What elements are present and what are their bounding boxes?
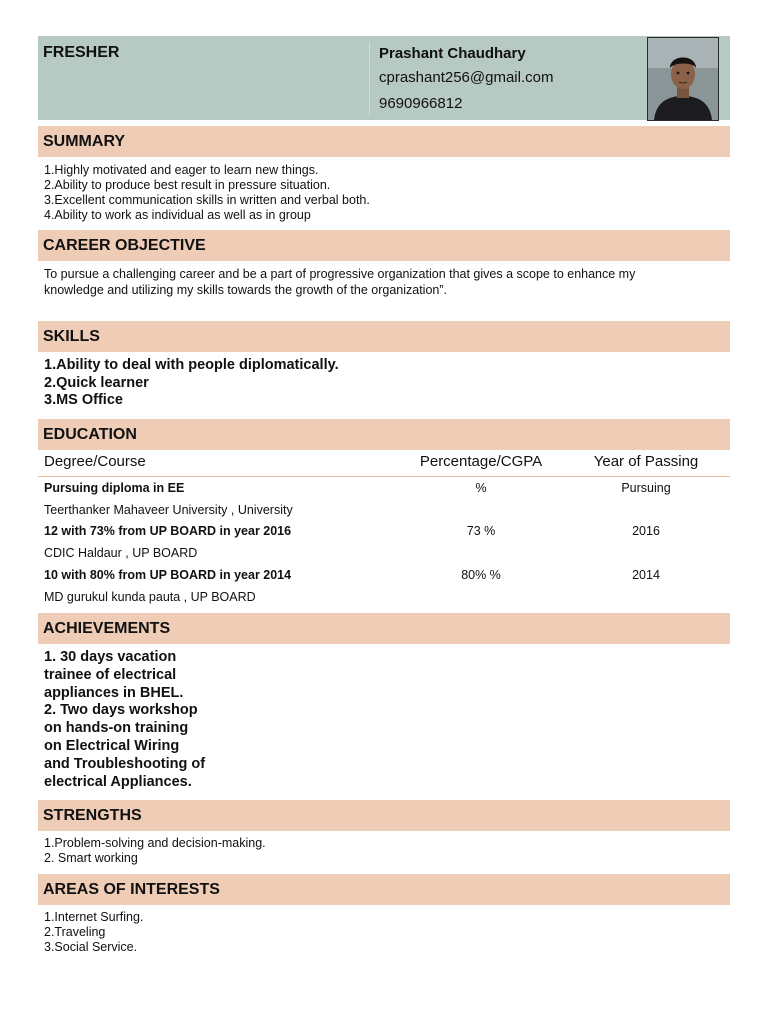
phone-number: 9690966812 bbox=[379, 95, 463, 112]
candidate-name: Prashant Chaudhary bbox=[379, 45, 526, 62]
education-row bbox=[38, 566, 730, 586]
career-objective-heading: CAREER OBJECTIVE bbox=[38, 230, 730, 261]
summary-item: 4.Ability to work as individual as well as in group bbox=[44, 208, 311, 222]
column-percentage: Percentage/CGPA bbox=[419, 453, 543, 470]
education-row bbox=[38, 522, 730, 542]
strength-item: 2. Smart working bbox=[44, 851, 138, 865]
contact-block bbox=[379, 44, 553, 116]
education-institution: MD gurukul kunda pauta , UP BOARD bbox=[44, 590, 256, 604]
education-percentage: % bbox=[475, 481, 487, 495]
education-course: Pursuing diploma in EE bbox=[44, 481, 185, 495]
interest-item: 1.Internet Surfing. bbox=[44, 910, 144, 924]
education-percentage: 80% % bbox=[461, 568, 501, 582]
resume-header bbox=[38, 36, 730, 120]
skills-list bbox=[44, 357, 724, 410]
interest-item: 2.Traveling bbox=[44, 925, 106, 939]
education-course: 12 with 73% from UP BOARD in year 2016 bbox=[44, 524, 292, 538]
strengths-list bbox=[44, 836, 724, 866]
summary-heading: SUMMARY bbox=[38, 126, 730, 157]
resume-page bbox=[38, 36, 730, 954]
column-degree: Degree/Course bbox=[44, 453, 146, 470]
column-year: Year of Passing bbox=[593, 453, 699, 470]
education-institution-row bbox=[38, 588, 730, 608]
strength-item: 1.Problem-solving and decision-making. bbox=[44, 836, 266, 850]
education-table-header bbox=[38, 450, 730, 477]
education-institution-row bbox=[38, 501, 730, 521]
summary-item: 1.Highly motivated and eager to learn new things. bbox=[44, 163, 319, 177]
education-row bbox=[38, 479, 730, 499]
header-divider bbox=[369, 42, 370, 116]
skill-item: 1.Ability to deal with people diplomatically. bbox=[44, 357, 339, 373]
email-address: cprashant256@gmail.com bbox=[379, 69, 554, 86]
achievements-heading: ACHIEVEMENTS bbox=[38, 613, 730, 644]
objective-line: To pursue a challenging career and be a part of progressive organization that gives a scope to enhance my bbox=[44, 267, 636, 281]
education-year: Pursuing bbox=[621, 481, 671, 495]
summary-item: 2.Ability to produce best result in pressure situation. bbox=[44, 178, 331, 192]
interests-heading: AREAS OF INTERESTS bbox=[38, 874, 730, 905]
profile-photo bbox=[647, 37, 719, 121]
education-heading: EDUCATION bbox=[38, 419, 730, 450]
education-institution: CDIC Haldaur , UP BOARD bbox=[44, 546, 198, 560]
summary-item: 3.Excellent communication skills in written and verbal both. bbox=[44, 193, 370, 207]
career-objective-text bbox=[44, 267, 724, 298]
skill-item: 2.Quick learner bbox=[44, 374, 149, 391]
summary-list bbox=[44, 163, 724, 223]
candidate-status: FRESHER bbox=[43, 44, 120, 61]
interests-list bbox=[44, 910, 724, 955]
interest-item: 3.Social Service. bbox=[44, 940, 138, 954]
objective-line: knowledge and utilizing my skills towards the growth of the organization”. bbox=[44, 282, 447, 297]
achievements-text: 1. 30 days vacation trainee of electrical appliances in BHEL. 2. Two days workshop on hands-on training on Electrical Wiring and Troubleshooting of electrical Appliances. bbox=[44, 649, 206, 790]
education-course: 10 with 80% from UP BOARD in year 2014 bbox=[44, 568, 292, 582]
education-percentage: 73 % bbox=[466, 524, 496, 538]
education-year: 2014 bbox=[632, 568, 660, 582]
strengths-heading: STRENGTHS bbox=[38, 800, 730, 831]
skill-item: 3.MS Office bbox=[44, 392, 123, 409]
skills-heading: SKILLS bbox=[38, 321, 730, 352]
education-institution-row bbox=[38, 544, 730, 564]
education-year: 2016 bbox=[632, 524, 660, 538]
education-institution: Teerthanker Mahaveer University , University bbox=[44, 503, 293, 517]
